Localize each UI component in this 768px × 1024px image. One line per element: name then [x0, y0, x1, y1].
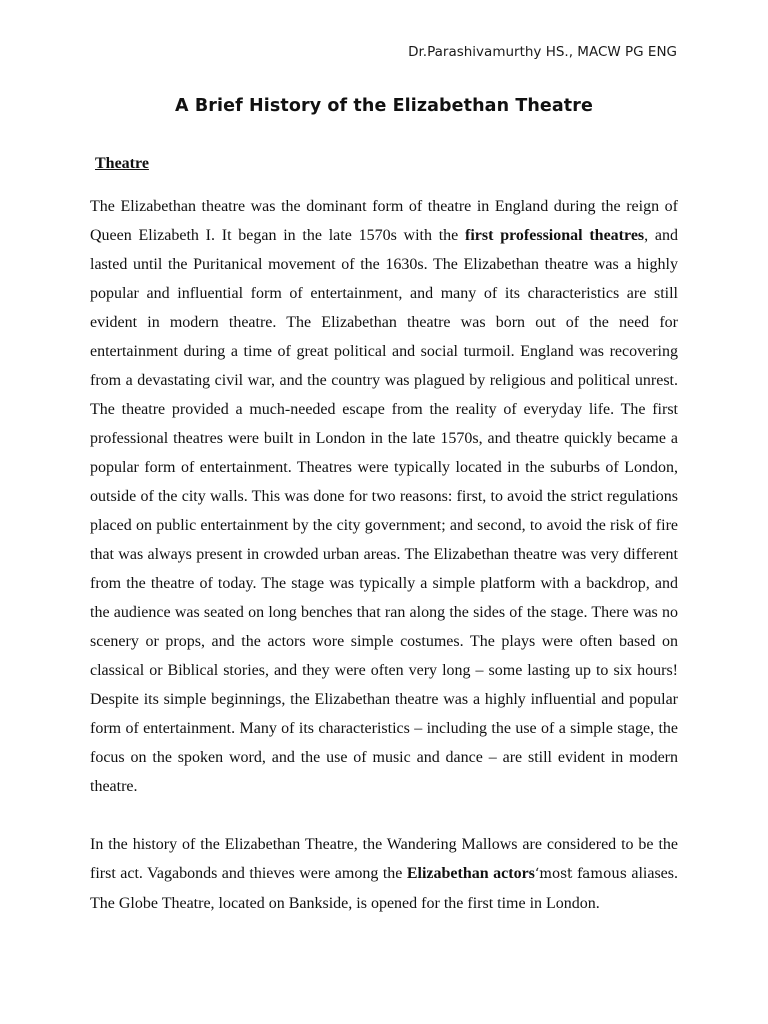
paragraph-2-text-end: aliases. The Globe Theatre, located on Bankside, is opened for the first time in London. — [90, 865, 678, 912]
paragraph-1-text-start: The Elizabethan theatre was the dominant form of theatre in England during the reign of Queen Elizabeth I. It began in the late 1570s with the — [90, 198, 678, 244]
header-author: Dr.Parashivamurthy HS., MACW PG ENG — [408, 44, 677, 60]
paragraph-1-text-end: , and lasted until the Puritanical movement of the 1630s. The Elizabethan theatre was a highly popular and influential form of entertainment, and many of its characteristics are still evident in modern theatre. The Elizabethan theatre was born out of the need for entertainment during a time of great political and social turmoil. England was recovering from a devastating civil war, and the country was plagued by religious and political unrest. The theatre provided a much-needed escape from the reality of everyday life. The first professional theatres were built in London in the late 1570s, and theatre quickly became a popular form of entertainment. Theatres were typically located in the suburbs of London, outside of the city walls. This was done for two reasons: first, to avoid the strict regulations placed on public entertainment by the city government; and second, to avoid the risk of fire that was always present in crowded urban areas. The Elizabethan theatre was very different from the theatre of today. The stage was typically a simple platform with a backdrop, and the audience was seated on long benches that ran along the sides of the stage. There was no scenery or props, and the actors wore simple costumes. The plays were often based on classical or Biblical stories, and they were often very long – some lasting up to six hours! Despite its simple beginnings, the Elizabethan theatre was a highly influential and popular form of entertainment. Many of its characteristics – including the use of a simple stage, the focus on the spoken word, and the use of music and dance – are still evident in modern theatre. — [90, 227, 678, 795]
paragraph-2-text-start: In the history of the Elizabethan Theatre, the Wandering Mallows are considered to be the first act. Vagabonds and thieves were among the — [90, 836, 678, 882]
paragraph-1 — [90, 192, 678, 801]
section-heading-theatre: Theatre — [95, 155, 149, 172]
document-title: A Brief History of the Elizabethan Theatre — [175, 96, 593, 116]
paragraph-2-bold-phrase: Elizabethan actors — [406, 865, 535, 882]
paragraph-2-alt-font-phrase: ‘most famous — [534, 866, 627, 882]
paragraph-1-bold-phrase: first professional theatres — [465, 227, 645, 244]
paragraph-2 — [90, 830, 678, 918]
